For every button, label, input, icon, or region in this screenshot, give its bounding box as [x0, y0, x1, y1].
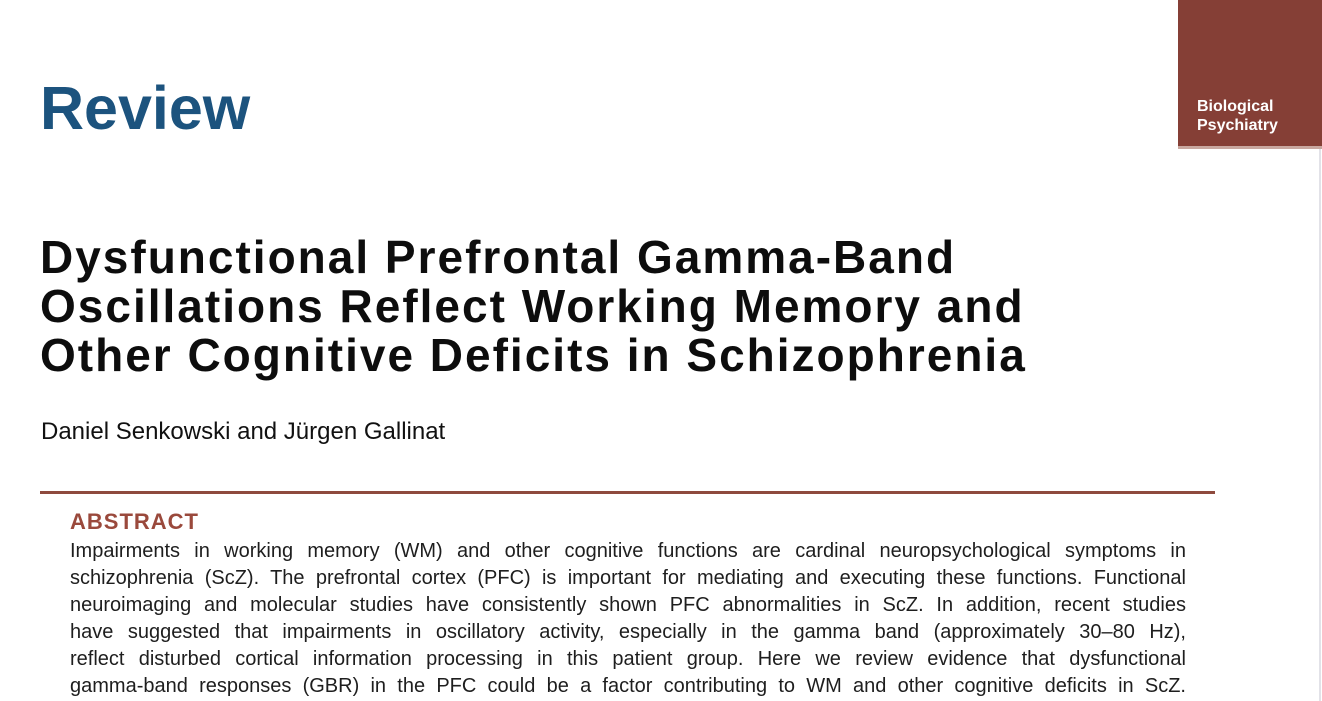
- article-title: [40, 233, 1027, 380]
- journal-name-line-2: Psychiatry: [1197, 117, 1278, 134]
- section-divider-rule: [40, 491, 1215, 494]
- abstract-line: schizophrenia (ScZ). The prefrontal cortex (PFC) is important for mediating and executing these functions. Functional: [70, 567, 1186, 589]
- abstract-line: have suggested that impairments in oscillatory activity, especially in the gamma band (approximately 30–80 Hz),: [70, 621, 1186, 643]
- abstract-text: [70, 538, 1186, 700]
- article-type-kicker: Review: [40, 74, 251, 142]
- abstract-line: gamma-band responses (GBR) in the PFC could be a factor contributing to WM and other cognitive deficits in ScZ.: [70, 675, 1186, 697]
- abstract-line: neuroimaging and molecular studies have consistently shown PFC abnormalities in ScZ. In addition, recent studies: [70, 594, 1186, 616]
- article-title-line-1: Dysfunctional Prefrontal Gamma-Band: [40, 231, 957, 283]
- journal-name: [1197, 97, 1278, 135]
- author-byline: Daniel Senkowski and Jürgen Gallinat: [41, 418, 446, 445]
- article-title-line-3: Other Cognitive Deficits in Schizophrenia: [40, 329, 1027, 381]
- abstract-line: reflect disturbed cortical information processing in this patient group. Here we review evidence that dysfunctional: [70, 648, 1186, 670]
- journal-badge: [1178, 0, 1322, 149]
- page-edge-line: [1319, 149, 1321, 701]
- article-title-line-2: Oscillations Reflect Working Memory and: [40, 280, 1025, 332]
- abstract-line: Impairments in working memory (WM) and other cognitive functions are cardinal neuropsychological symptoms in: [70, 540, 1186, 562]
- journal-name-line-1: Biological: [1197, 98, 1274, 115]
- abstract-heading: ABSTRACT: [70, 509, 199, 534]
